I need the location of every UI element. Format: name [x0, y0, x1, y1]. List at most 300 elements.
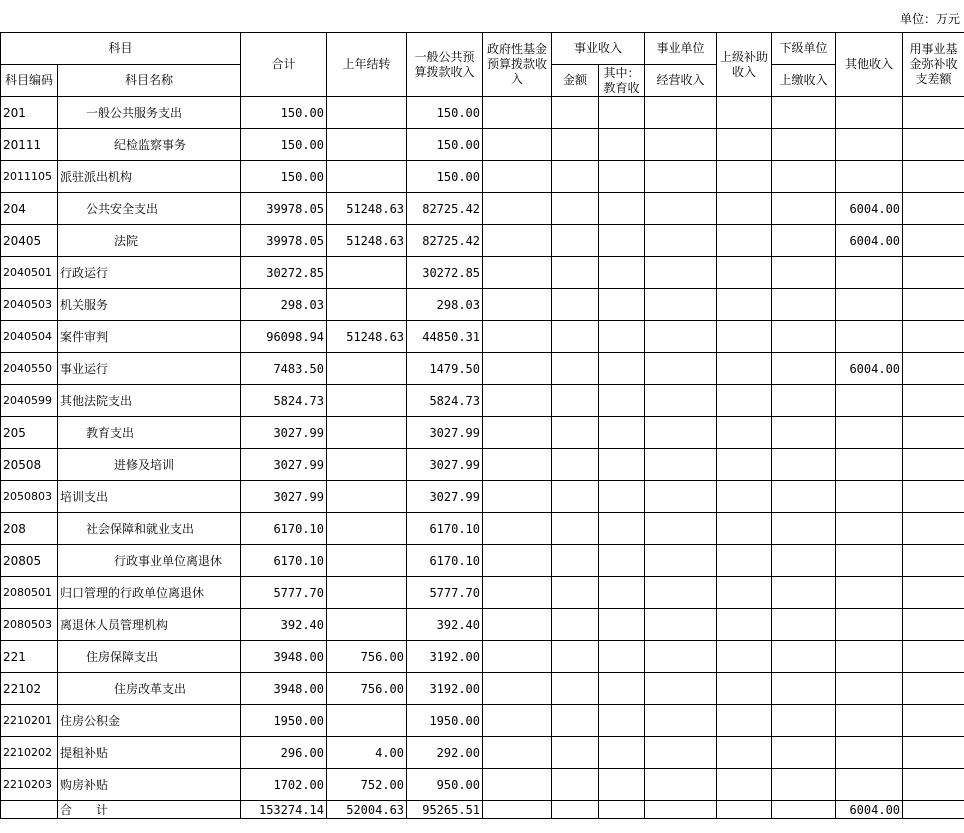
- lower-unit-cell: [772, 129, 836, 161]
- carryover-cell: 756.00: [327, 673, 407, 705]
- gov-fund-cell: [483, 481, 552, 513]
- total-general: 95265.51: [407, 801, 483, 819]
- lower-unit-cell: [772, 417, 836, 449]
- table-body: [1, 97, 964, 801]
- other-income-cell: [836, 481, 903, 513]
- lower-unit-cell: [772, 545, 836, 577]
- total-cell: 30272.85: [241, 257, 327, 289]
- other-income-cell: [836, 97, 903, 129]
- general-budget-cell: 30272.85: [407, 257, 483, 289]
- gov-fund-cell: [483, 737, 552, 769]
- other-income-cell: [836, 641, 903, 673]
- table-row: [1, 705, 964, 737]
- lower-unit-cell: [772, 481, 836, 513]
- lower-unit-cell: [772, 449, 836, 481]
- upper-subsidy-cell: [717, 545, 772, 577]
- total-cell: 5777.70: [241, 577, 327, 609]
- subject-name: 住房公积金: [58, 705, 241, 737]
- carryover-cell: [327, 545, 407, 577]
- general-budget-cell: 6170.10: [407, 545, 483, 577]
- subject-name: 行政事业单位离退休: [58, 545, 241, 577]
- table-row: [1, 289, 964, 321]
- upper-subsidy-cell: [717, 385, 772, 417]
- fund-deficit-cell: [903, 193, 964, 225]
- header-amount: 金额: [552, 65, 599, 97]
- table-row: [1, 449, 964, 481]
- carryover-cell: 756.00: [327, 641, 407, 673]
- gov-fund-cell: [483, 513, 552, 545]
- header-total: 合计: [241, 33, 327, 97]
- business-amount-cell: [552, 129, 599, 161]
- total-cell: 3027.99: [241, 481, 327, 513]
- gov-fund-cell: [483, 193, 552, 225]
- gov-fund-cell: [483, 129, 552, 161]
- business-amount-cell: [552, 481, 599, 513]
- subject-name: 离退休人员管理机构: [58, 609, 241, 641]
- budget-income-table: [0, 32, 964, 819]
- fund-deficit-cell: [903, 353, 964, 385]
- carryover-cell: [327, 161, 407, 193]
- header-lower-unit-bottom: 上缴收入: [772, 65, 836, 97]
- header-lower-unit-top: 下级单位: [772, 33, 836, 65]
- total-cell: 39978.05: [241, 193, 327, 225]
- total-cell: 1702.00: [241, 769, 327, 801]
- table-row: [1, 641, 964, 673]
- subject-code: 2210203: [1, 769, 58, 801]
- lower-unit-cell: [772, 161, 836, 193]
- edu-fee-cell: [599, 609, 645, 641]
- total-cell: 392.40: [241, 609, 327, 641]
- carryover-cell: [327, 97, 407, 129]
- edu-fee-cell: [599, 129, 645, 161]
- other-income-cell: [836, 577, 903, 609]
- upper-subsidy-cell: [717, 769, 772, 801]
- business-amount-cell: [552, 577, 599, 609]
- unit-operating-cell: [645, 161, 717, 193]
- business-amount-cell: [552, 257, 599, 289]
- upper-subsidy-cell: [717, 737, 772, 769]
- table-row: [1, 609, 964, 641]
- fund-deficit-cell: [903, 609, 964, 641]
- unit-operating-cell: [645, 385, 717, 417]
- subject-code: 2011105: [1, 161, 58, 193]
- general-budget-cell: 82725.42: [407, 193, 483, 225]
- general-budget-cell: 1479.50: [407, 353, 483, 385]
- fund-deficit-cell: [903, 97, 964, 129]
- table-row: [1, 513, 964, 545]
- total-cell: 3027.99: [241, 449, 327, 481]
- total-sum: 153274.14: [241, 801, 327, 819]
- subject-code: 208: [1, 513, 58, 545]
- general-budget-cell: 3027.99: [407, 449, 483, 481]
- total-row: [1, 801, 964, 819]
- total-cell: 3948.00: [241, 673, 327, 705]
- upper-subsidy-cell: [717, 161, 772, 193]
- other-income-cell: [836, 161, 903, 193]
- total-empty-cell: [645, 801, 717, 819]
- other-income-cell: [836, 737, 903, 769]
- carryover-cell: [327, 385, 407, 417]
- table-header: [1, 33, 964, 97]
- general-budget-cell: 950.00: [407, 769, 483, 801]
- subject-name: 住房改革支出: [58, 673, 241, 705]
- fund-deficit-cell: [903, 577, 964, 609]
- unit-operating-cell: [645, 193, 717, 225]
- fund-deficit-cell: [903, 449, 964, 481]
- lower-unit-cell: [772, 97, 836, 129]
- edu-fee-cell: [599, 257, 645, 289]
- upper-subsidy-cell: [717, 417, 772, 449]
- gov-fund-cell: [483, 225, 552, 257]
- edu-fee-cell: [599, 321, 645, 353]
- carryover-cell: [327, 353, 407, 385]
- table-row: [1, 737, 964, 769]
- other-income-cell: 6004.00: [836, 193, 903, 225]
- total-code-cell: [1, 801, 58, 819]
- unit-operating-cell: [645, 769, 717, 801]
- upper-subsidy-cell: [717, 225, 772, 257]
- total-cell: 296.00: [241, 737, 327, 769]
- fund-deficit-cell: [903, 385, 964, 417]
- subject-name: 一般公共服务支出: [58, 97, 241, 129]
- unit-operating-cell: [645, 449, 717, 481]
- fund-deficit-cell: [903, 289, 964, 321]
- edu-fee-cell: [599, 289, 645, 321]
- business-amount-cell: [552, 705, 599, 737]
- gov-fund-cell: [483, 417, 552, 449]
- unit-operating-cell: [645, 129, 717, 161]
- total-cell: 39978.05: [241, 225, 327, 257]
- subject-name: 派驻派出机构: [58, 161, 241, 193]
- fund-deficit-cell: [903, 161, 964, 193]
- unit-operating-cell: [645, 641, 717, 673]
- subject-name: 公共安全支出: [58, 193, 241, 225]
- gov-fund-cell: [483, 641, 552, 673]
- fund-deficit-cell: [903, 225, 964, 257]
- edu-fee-cell: [599, 225, 645, 257]
- unit-operating-cell: [645, 417, 717, 449]
- total-carryover: 52004.63: [327, 801, 407, 819]
- business-amount-cell: [552, 353, 599, 385]
- gov-fund-cell: [483, 385, 552, 417]
- total-cell: 96098.94: [241, 321, 327, 353]
- business-amount-cell: [552, 193, 599, 225]
- lower-unit-cell: [772, 385, 836, 417]
- general-budget-cell: 1950.00: [407, 705, 483, 737]
- lower-unit-cell: [772, 321, 836, 353]
- other-income-cell: [836, 449, 903, 481]
- subject-name: 提租补贴: [58, 737, 241, 769]
- total-cell: 3027.99: [241, 417, 327, 449]
- table-row: [1, 225, 964, 257]
- carryover-cell: 752.00: [327, 769, 407, 801]
- upper-subsidy-cell: [717, 641, 772, 673]
- subject-name: 教育支出: [58, 417, 241, 449]
- subject-code: 221: [1, 641, 58, 673]
- business-amount-cell: [552, 737, 599, 769]
- gov-fund-cell: [483, 673, 552, 705]
- business-amount-cell: [552, 97, 599, 129]
- other-income-cell: [836, 289, 903, 321]
- subject-name: 案件审判: [58, 321, 241, 353]
- lower-unit-cell: [772, 289, 836, 321]
- carryover-cell: 51248.63: [327, 193, 407, 225]
- edu-fee-cell: [599, 97, 645, 129]
- fund-deficit-cell: [903, 641, 964, 673]
- subject-name: 社会保障和就业支出: [58, 513, 241, 545]
- total-cell: 1950.00: [241, 705, 327, 737]
- carryover-cell: 51248.63: [327, 321, 407, 353]
- business-amount-cell: [552, 417, 599, 449]
- business-amount-cell: [552, 385, 599, 417]
- subject-code: 2040599: [1, 385, 58, 417]
- upper-subsidy-cell: [717, 673, 772, 705]
- table-row: [1, 481, 964, 513]
- total-cell: 6170.10: [241, 545, 327, 577]
- subject-code: 205: [1, 417, 58, 449]
- business-amount-cell: [552, 289, 599, 321]
- other-income-cell: [836, 129, 903, 161]
- general-budget-cell: 292.00: [407, 737, 483, 769]
- unit-operating-cell: [645, 97, 717, 129]
- lower-unit-cell: [772, 673, 836, 705]
- general-budget-cell: 392.40: [407, 609, 483, 641]
- subject-name: 购房补贴: [58, 769, 241, 801]
- gov-fund-cell: [483, 577, 552, 609]
- total-empty-cell: [772, 801, 836, 819]
- edu-fee-cell: [599, 481, 645, 513]
- lower-unit-cell: [772, 769, 836, 801]
- table-row: [1, 417, 964, 449]
- fund-deficit-cell: [903, 769, 964, 801]
- header-upper-subsidy: 上级补助收入: [717, 33, 772, 97]
- carryover-cell: 4.00: [327, 737, 407, 769]
- edu-fee-cell: [599, 193, 645, 225]
- subject-name: 进修及培训: [58, 449, 241, 481]
- table-row: [1, 385, 964, 417]
- general-budget-cell: 150.00: [407, 97, 483, 129]
- header-edu-fee: 其中：教育收: [599, 65, 645, 97]
- subject-name: 其他法院支出: [58, 385, 241, 417]
- fund-deficit-cell: [903, 545, 964, 577]
- unit-operating-cell: [645, 737, 717, 769]
- lower-unit-cell: [772, 225, 836, 257]
- unit-operating-cell: [645, 321, 717, 353]
- general-budget-cell: 5777.70: [407, 577, 483, 609]
- gov-fund-cell: [483, 289, 552, 321]
- gov-fund-cell: [483, 545, 552, 577]
- other-income-cell: [836, 609, 903, 641]
- lower-unit-cell: [772, 257, 836, 289]
- fund-deficit-cell: [903, 513, 964, 545]
- subject-code: 2050803: [1, 481, 58, 513]
- subject-name: 归口管理的行政单位离退休: [58, 577, 241, 609]
- fund-deficit-cell: [903, 705, 964, 737]
- carryover-cell: [327, 257, 407, 289]
- subject-name: 机关服务: [58, 289, 241, 321]
- subject-name: 法院: [58, 225, 241, 257]
- unit-operating-cell: [645, 545, 717, 577]
- business-amount-cell: [552, 449, 599, 481]
- general-budget-cell: 298.03: [407, 289, 483, 321]
- carryover-cell: [327, 609, 407, 641]
- other-income-cell: [836, 545, 903, 577]
- gov-fund-cell: [483, 97, 552, 129]
- table-row: [1, 577, 964, 609]
- table-row: [1, 673, 964, 705]
- general-budget-cell: 150.00: [407, 129, 483, 161]
- subject-code: 2210202: [1, 737, 58, 769]
- total-cell: 150.00: [241, 97, 327, 129]
- edu-fee-cell: [599, 385, 645, 417]
- subject-name: 培训支出: [58, 481, 241, 513]
- business-amount-cell: [552, 225, 599, 257]
- unit-operating-cell: [645, 577, 717, 609]
- total-empty-cell: [903, 801, 964, 819]
- unit-operating-cell: [645, 481, 717, 513]
- subject-code: 20508: [1, 449, 58, 481]
- lower-unit-cell: [772, 705, 836, 737]
- table-row: [1, 321, 964, 353]
- fund-deficit-cell: [903, 737, 964, 769]
- subject-name: 行政运行: [58, 257, 241, 289]
- general-budget-cell: 150.00: [407, 161, 483, 193]
- carryover-cell: [327, 449, 407, 481]
- other-income-cell: [836, 257, 903, 289]
- other-income-cell: [836, 673, 903, 705]
- subject-code: 2040504: [1, 321, 58, 353]
- business-amount-cell: [552, 545, 599, 577]
- general-budget-cell: 3027.99: [407, 481, 483, 513]
- other-income-cell: 6004.00: [836, 225, 903, 257]
- table-row: [1, 97, 964, 129]
- table-row: [1, 257, 964, 289]
- carryover-cell: [327, 513, 407, 545]
- gov-fund-cell: [483, 257, 552, 289]
- unit-operating-cell: [645, 289, 717, 321]
- upper-subsidy-cell: [717, 513, 772, 545]
- header-other-income: 其他收入: [836, 33, 903, 97]
- total-cell: 6170.10: [241, 513, 327, 545]
- gov-fund-cell: [483, 769, 552, 801]
- business-amount-cell: [552, 321, 599, 353]
- unit-operating-cell: [645, 257, 717, 289]
- fund-deficit-cell: [903, 417, 964, 449]
- gov-fund-cell: [483, 705, 552, 737]
- other-income-cell: [836, 769, 903, 801]
- gov-fund-cell: [483, 161, 552, 193]
- lower-unit-cell: [772, 353, 836, 385]
- upper-subsidy-cell: [717, 289, 772, 321]
- subject-code: 201: [1, 97, 58, 129]
- lower-unit-cell: [772, 513, 836, 545]
- edu-fee-cell: [599, 545, 645, 577]
- subject-code: 2040501: [1, 257, 58, 289]
- other-income-cell: [836, 417, 903, 449]
- gov-fund-cell: [483, 449, 552, 481]
- edu-fee-cell: [599, 737, 645, 769]
- subject-code: 20111: [1, 129, 58, 161]
- header-fund-deficit: 用事业基金弥补收支差额: [903, 33, 964, 97]
- header-subject-name: 科目名称: [58, 65, 241, 97]
- other-income-cell: [836, 513, 903, 545]
- header-unit-operating-top: 事业单位: [645, 33, 717, 65]
- fund-deficit-cell: [903, 257, 964, 289]
- total-cell: 5824.73: [241, 385, 327, 417]
- total-label: 合 计: [58, 801, 241, 819]
- carryover-cell: [327, 481, 407, 513]
- upper-subsidy-cell: [717, 193, 772, 225]
- other-income-cell: [836, 385, 903, 417]
- carryover-cell: [327, 289, 407, 321]
- edu-fee-cell: [599, 161, 645, 193]
- business-amount-cell: [552, 769, 599, 801]
- lower-unit-cell: [772, 193, 836, 225]
- edu-fee-cell: [599, 513, 645, 545]
- upper-subsidy-cell: [717, 353, 772, 385]
- total-cell: 150.00: [241, 129, 327, 161]
- edu-fee-cell: [599, 417, 645, 449]
- unit-operating-cell: [645, 225, 717, 257]
- unit-operating-cell: [645, 673, 717, 705]
- total-empty-cell: [483, 801, 552, 819]
- subject-code: 2080503: [1, 609, 58, 641]
- upper-subsidy-cell: [717, 481, 772, 513]
- carryover-cell: [327, 417, 407, 449]
- subject-name: 住房保障支出: [58, 641, 241, 673]
- subject-code: 20805: [1, 545, 58, 577]
- edu-fee-cell: [599, 673, 645, 705]
- upper-subsidy-cell: [717, 97, 772, 129]
- total-empty-cell: [552, 801, 599, 819]
- subject-name: 事业运行: [58, 353, 241, 385]
- subject-code: 204: [1, 193, 58, 225]
- total-cell: 7483.50: [241, 353, 327, 385]
- other-income-cell: [836, 321, 903, 353]
- upper-subsidy-cell: [717, 129, 772, 161]
- business-amount-cell: [552, 673, 599, 705]
- other-income-cell: [836, 705, 903, 737]
- gov-fund-cell: [483, 609, 552, 641]
- lower-unit-cell: [772, 737, 836, 769]
- unit-operating-cell: [645, 513, 717, 545]
- subject-code: 2040550: [1, 353, 58, 385]
- carryover-cell: [327, 705, 407, 737]
- general-budget-cell: 3192.00: [407, 673, 483, 705]
- total-cell: 150.00: [241, 161, 327, 193]
- unit-operating-cell: [645, 705, 717, 737]
- general-budget-cell: 82725.42: [407, 225, 483, 257]
- fund-deficit-cell: [903, 129, 964, 161]
- business-amount-cell: [552, 161, 599, 193]
- general-budget-cell: 5824.73: [407, 385, 483, 417]
- subject-code: 2080501: [1, 577, 58, 609]
- subject-code: 22102: [1, 673, 58, 705]
- lower-unit-cell: [772, 641, 836, 673]
- upper-subsidy-cell: [717, 705, 772, 737]
- fund-deficit-cell: [903, 673, 964, 705]
- header-subject: 科目: [1, 33, 241, 65]
- fund-deficit-cell: [903, 481, 964, 513]
- header-general-budget: 一般公共预算拨款收入: [407, 33, 483, 97]
- gov-fund-cell: [483, 353, 552, 385]
- unit-label: 单位：万元: [899, 12, 960, 26]
- business-amount-cell: [552, 641, 599, 673]
- header-carryover: 上年结转: [327, 33, 407, 97]
- lower-unit-cell: [772, 609, 836, 641]
- subject-code: 20405: [1, 225, 58, 257]
- total-cell: 3948.00: [241, 641, 327, 673]
